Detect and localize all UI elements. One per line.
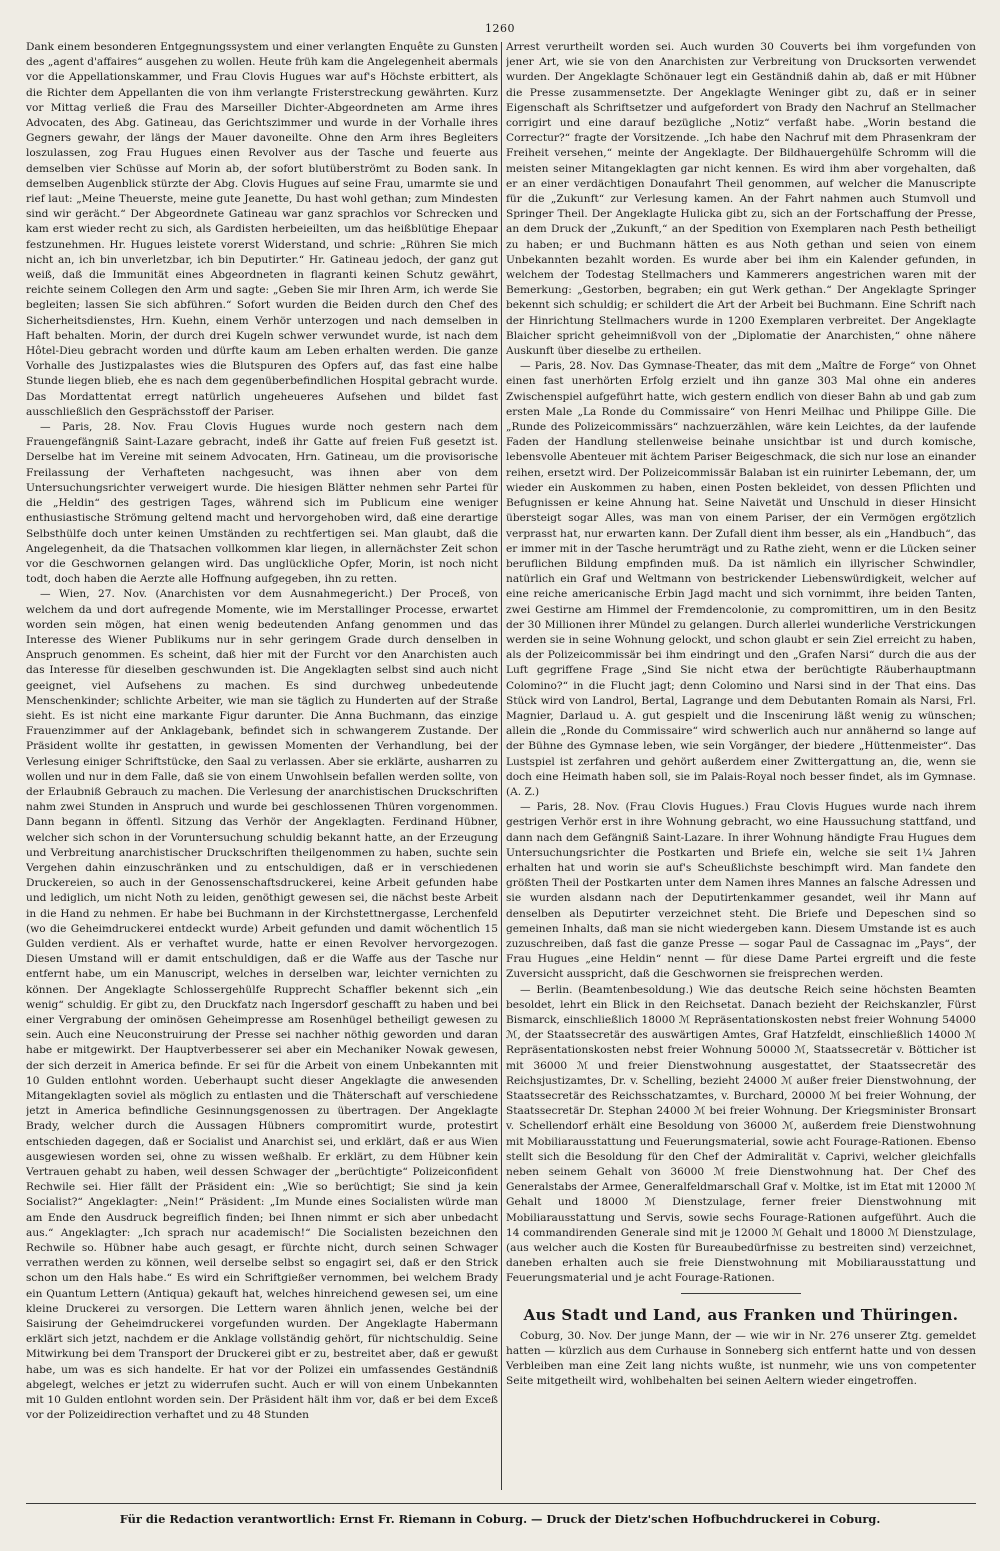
imprint-line: Für die Redaction verantwortlich: Ernst Fr. Riemann in Coburg. — Druck der Dietz'schen Hofbuchdruckerei in Coburg. xyxy=(119,1512,881,1526)
article-paragraph: Dank einem besonderen Entgegnungssystem und einer verlangten Enquête zu Gunsten des „agent d'affaires“ ausgehen zu wollen. Heute früh kam die Angelegenheit abermals vor die Appellationskammer, und Frau Clovis Hugues war auf's Höchste erbittert, als die Richter dem Appellanten die von ihm verlangte Fristerstreckung gewährten. Kurz vor Mittag verließ die Frau des Marseiller Dichter-Abgeordneten am Arme ihres Advocaten, des Abg. Gatineau, das Gerichtszimmer und wurde in der Vorhalle ihres Gegners gewahr, der längs der Mauer davoneilte. Ohne den Arm ihres Begleiters loszulassen, zog Frau Hugues einen Revolver aus der Tasche und feuerte aus demselben vier Schüsse auf Morin ab, der sofort blutüberströmt zu Boden sank. In demselben Augenblick stürzte der Abg. Clovis Hugues auf seine Frau, umarmte sie und rief laut: „Meine Theuerste, meine gute Jeanette, Du hast wohl gethan; zum Mindesten sind wir gerächt.“ Der Abgeordnete Gatineau war ganz sprachlos vor Schrecken und kam erst wieder recht zu sich, als Gardisten herbeieilten, um das heißblütige Ehepaar festzunehmen. Hr. Hugues leistete vorerst Widerstand, und schrie: „Rühren Sie mich nicht an, ich bin unverletzbar, ich bin Deputirter.“ Hr. Gatineau jedoch, der ganz gut weiß, daß die Immunität eines Abgeordneten in flagranti keinen Schutz gewährt, reichte seinem Collegen den Arm und sagte: „Geben Sie mir Ihren Arm, ich werde Sie begleiten; lassen Sie sich abführen.“ Sofort wurden die Beiden durch den Chef des Sicherheitsdienstes, Hrn. Kuehn, einem Verhör unterzogen und nach demselben in Haft behalten. Morin, der durch drei Kugeln schwer verwundet wurde, ist nach dem Hôtel-Dieu gebracht worden und dürfte kaum am Leben erhalten werden. Die ganze Vorhalle des Justizpalastes wies die Blutspuren des Opfers auf, das fast eine halbe Stunde liegen blieb, ehe es nach dem gegenüberbefindlichen Hospital gebracht wurde. Das Mordattentat erregt natürlich ungeheueres Aufsehen und bildet fast ausschließlich den Gesprächsstoff der Pariser. xyxy=(26,41,498,418)
left-column xyxy=(26,40,498,1494)
right-column xyxy=(506,40,976,1494)
article-paragraph: — Paris, 28. Nov. Das Gymnase-Theater, das mit dem „Maître de Forge“ von Ohnet einen fast unerhörten Erfolg erzielt und ihn ganze 303 Mal ohne ein anderes Zwischenspiel aufgeführt hatte, wich gestern endlich von dieser Bahn ab und gab zum ersten Male „La Ronde du Commissaire“ von Henri Meilhac und Philippe Gille. Die „Runde des Polizeicommissärs“ nachzuerzählen, wäre kein Leichtes, da der laufende Faden der Handlung stellenweise beinahe unsichtbar ist und durch komische, lebensvolle Abenteuer mit ächtem Pariser Beigeschmack, die sich nur lose an einander reihen, ersetzt wird. Der Polizeicommissär Balaban ist ein ruinirter Lebemann, der, um wieder ein Auskommen zu haben, einen Posten bekleidet, von dessen Pflichten und Befugnissen er keine Ahnung hat. Seine Naivetät und Unschuld in dieser Hinsicht übersteigt sogar Alles, was man von einem Pariser, der ein Vermögen ergötzlich verprasst hat, nur erwarten kann. Der Zufall dient ihm besser, als ein „Handbuch“, das er immer mit in der Tasche herumträgt und zu Rathe zieht, wenn er die Lücken seiner beruflichen Bildung empfinden muß. Da ist nämlich ein illyrischer Schwindler, natürlich ein Graf und Weltmann von bestrickender Liebenswürdigkeit, welcher auf eine reiche americanische Erbin Jagd macht und sich vornimmt, ihre beiden Tanten, zwei Gestirne am Himmel der Fremdencolonie, zu compromittiren, um in den Besitz der 30 Millionen ihrer Mündel zu gelangen. Durch allerlei wunderliche Verstrickungen werden sie in seine Wohnung gelockt, und schon glaubt er sein Ziel erreicht zu haben, als der Polizeicommissär bei ihm eindringt und den „Grafen Narsi“ durch die aus der Luft gegriffene Frage „Sind Sie nicht etwa der berüchtigte Räuberhauptmann Colomino?“ in die Flucht jagt; denn Colomino und Narsi sind in der That eins. Das Stück wird von Landrol, Bertal, Lagrange und dem Debutanten Romain als Narsi, Frl. Magnier, Darlaud u. A. gut gespielt und die Inscenirung läßt wenig zu wünschen; allein die „Ronde du Commissaire“ wird schwerlich auch nur annähernd so lange auf der Bühne des Gymnase leben, wie sein Vorgänger, der biedere „Hüttenmeister“. Das Lustspiel ist zerfahren und gehört außerdem einer Zwittergattung an, die, wenn sie doch eine Heimath haben soll, sie im Palais-Royal noch besser findet, als im Gymnase. (A. Z.) xyxy=(506,360,976,798)
article-paragraph: — Wien, 27. Nov. (Anarchisten vor dem Ausnahmegericht.) Der Proceß, von welchem da und dort aufregende Momente, wie im Merstallinger Processe, erwartet worden sein mögen, hat einen wenig bedeutenden Anfang genommen und das Interesse des Wiener Publikums nur in sehr geringem Grade durch denselben in Anspruch genommen. Es scheint, daß hier mit der Furcht vor den Anarchisten auch das Interesse für dieselben geschwunden ist. Die Angeklagten selbst sind auch nicht geeignet, viel Aufsehens zu machen. Es sind durchweg unbedeutende Menschenkinder; schlichte Arbeiter, wie man sie täglich zu Hunderten auf der Straße sieht. Es ist nicht eine markante Figur darunter. Die Anna Buchmann, das einzige Frauenzimmer auf der Anklagebank, befindet sich in schwangerem Zustande. Der Präsident wollte ihr gestatten, in gewissen Momenten der Verhandlung, bei der Verlesung einiger Schriftstücke, den Saal zu verlassen. Aber sie erklärte, ausharren zu wollen und nur in dem Falle, daß sie von einem Unwohlsein befallen werden sollte, von der Erlaubniß Gebrauch zu machen. Die Verlesung der anarchistischen Druckschriften nahm zwei Stunden in Anspruch und wurde bei geschlossenen Thüren vorgenommen. Dann begann in öffentl. Sitzung das Verhör der Angeklagten. Ferdinand Hübner, welcher sich schon in der Voruntersuchung schuldig bekannt hatte, an der Erzeugung und Verbreitung anarchistischer Druckschriften theilgenommen zu haben, suchte sein Vergehen dahin einzuschränken und zu entschuldigen, daß er in verschiedenen Druckereien, so auch in der Genossenschaftsdruckerei, keine Arbeit gefunden habe und lediglich, um nicht Noth zu leiden, genöthigt gewesen sei, die nächst beste Arbeit in die Hand zu nehmen. Er habe bei Buchmann in der Kirchstettnergasse, Lerchenfeld (wo die Geheimdruckerei entdeckt wurde) Arbeit gefunden und damit wöchentlich 15 Gulden verdient. Als er verhaftet wurde, hatte er einen Revolver hervorgezogen. Diesen Umstand will er damit entschuldigen, daß er die Waffe aus der Tasche nur entfernt habe, um ein Manuscript, welches in derselben war, leichter vernichten zu können. Der Angeklagte Schlossergehülfe Rupprecht Schaffler bekennt sich „ein wenig“ schuldig. Er gibt zu, den Druckfatz nach Ingersdorf geschafft zu haben und bei einer Vergrabung der ominösen Geheimpresse am Rosenhügel betheiligt gewesen zu sein. Auch eine Neuconstruirung der Presse sei nachher nöthig geworden und daran habe er mitgewirkt. Der Hauptverbesserer sei aber ein Mechaniker Nowak gewesen, der sich derzeit in America befinde. Er sei für die Arbeit von einem Unbekannten mit 10 Gulden entlohnt worden. Ueberhaupt sucht dieser Angeklagte die anwesenden Mitangeklagten soviel als möglich zu entlasten und die Thäterschaft auf verschiedene jetzt in America befindliche Gesinnungsgenossen zu übertragen. Der Angeklagte Brady, welcher durch die Aussagen Hübners compromitirt wurde, protestirt entschieden dagegen, daß er Socialist und Anarchist sei, und erklärt, daß er aus Wien ausgewiesen worden sei, ohne zu wissen weßhalb. Er erklärt, zu dem Hübner kein Vertrauen gehabt zu haben, weil dessen Schwager der „berüchtigte“ Polizeiconfident Rechwile sei. Hier fällt der Präsident ein: „Wie so berüchtigt; Sie sind ja kein Socialist?“ Angeklagter: „Nein!“ Präsident: „Im Munde eines Socialisten würde man am Ende den Ausdruck begreiflich finden; bei Ihnen nimmt er sich aber unbedacht aus.“ Angeklagter: „Ich sprach nur academisch!“ Die Socialisten bezeichnen den Rechwile so. Hübner habe auch gesagt, er fürchte nicht, durch seinen Schwager verrathen werden zu können, weil derselbe selbst so engagirt sei, daß er den Strick schon um den Hals habe.“ Es wird ein Schriftgießer vernommen, bei welchem Brady ein Quantum Lettern (Antiqua) gekauft hat, welches hinreichend gewesen sei, um eine kleine Druckerei zu versorgen. Die Lettern waren ähnlich jenen, welche bei der Saisirung der Geheimdruckerei vorgefunden wurden. Der Angeklagte Habermann erklärt sich jetzt, nachdem er die Anklage vollständig gehört, für nichtschuldig. Seine Mitwirkung bei dem Transport der Druckerei gibt er zu, bestreitet aber, daß er gewußt habe, um was es sich handelte. Er hat vor der Polizei ein umfassendes Geständniß abgelegt, welches er jetzt zu widerrufen sucht. Auch er will von einem Unbekannten mit 10 Gulden entlohnt worden sein. Der Präsident hält ihm vor, daß er bei dem Exceß vor der Polizeidirection verhaftet und zu 48 Stunden xyxy=(26,588,498,1422)
section-rule xyxy=(681,1293,801,1294)
column-divider xyxy=(501,42,502,1490)
section-heading: Aus Stadt und Land, aus Franken und Thüringen. xyxy=(523,1305,959,1324)
page-number: 1260 xyxy=(485,22,515,35)
article-paragraph: Coburg, 30. Nov. Der junge Mann, der — wie wir in Nr. 276 unserer Ztg. gemeldet hatten — kürzlich aus dem Curhause in Sonneberg sich entfernt hatte und von dessen Verbleiben man eine Zeit lang nichts wußte, ist nunmehr, wie uns von competenter Seite mitgetheilt wird, wohlbehalten bei seinen Aeltern wieder eingetroffen. xyxy=(506,1329,976,1388)
footer-rule xyxy=(26,1503,976,1504)
article-paragraph: — Paris, 28. Nov. Frau Clovis Hugues wurde noch gestern nach dem Frauengefängniß Saint-Lazare gebracht, indeß ihr Gatte auf freien Fuß gesetzt ist. Derselbe hat im Vereine mit seinem Advocaten, Hrn. Gatineau, um die provisorische Freilassung der Verhafteten nachgesucht, was ihnen aber von dem Untersuchungsrichter verweigert wurde. Die hiesigen Blätter nehmen sehr Partei für die „Heldin“ des gestrigen Tages, während sich im Publicum eine weniger enthusiastische Strömung geltend macht und hervorgehoben wird, daß eine derartige Selbsthülfe doch unter keinen Umständen zu rechtfertigen sei. Man glaubt, daß die Angelegenheit, da die Thatsachen vollkommen klar liegen, in allernächster Zeit schon vor die Geschwornen gelangen wird. Das unglückliche Opfer, Morin, ist noch nicht todt, doch haben die Aerzte alle Hoffnung aufgegeben, ihn zu retten. xyxy=(26,421,498,586)
article-paragraph: — Berlin. (Beamtenbesoldung.) Wie das deutsche Reich seine höchsten Beamten besoldet, lehrt ein Blick in den Reichsetat. Danach bezieht der Reichskanzler, Fürst Bismarck, einschließlich 18000 ℳ Repräsentationskosten nebst freier Wohnung 54000 ℳ, der Staatssecretär des auswärtigen Amtes, Graf Hatzfeldt, einschließlich 14000 ℳ Repräsentationskosten nebst freier Wohnung 50000 ℳ, Staatssecretär v. Bötticher ist mit 36000 ℳ und freier Dienstwohnung ausgestattet, der Staatssecretär des Reichsjustizamtes, Dr. v. Schelling, bezieht 24000 ℳ außer freier Dienstwohnung, der Staatssecretär des Reichsschatzamtes, v. Burchard, 20000 ℳ bei freier Wohnung, der Staatssecretär Dr. Stephan 24000 ℳ bei freier Wohnung. Der Kriegsminister Bronsart v. Schellendorf erhält eine Besoldung von 36000 ℳ, außerdem freie Dienstwohnung mit Mobiliarausstattung und Feuerungsmaterial, sowie acht Fourage-Rationen. Ebenso stellt sich die Besoldung für den Chef der Admiralität v. Caprivi, welcher gleichfalls neben seinem Gehalt von 36000 ℳ freie Dienstwohnung hat. Der Chef des Generalstabs der Armee, Generalfeldmarschall Graf v. Moltke, ist im Etat mit 12000 ℳ Gehalt und 18000 ℳ Dienstzulage, ferner freier Dienstwohnung mit Mobiliarausstattung und Servis, sowie sechs Fourage-Rationen aufgeführt. Auch die 14 commandirenden Generale sind mit je 12000 ℳ Gehalt und 18000 ℳ Dienstzulage, (aus welcher auch die Kosten für Bureaubedürfnisse zu bestreiten sind) verzeichnet, daneben erhalten auch sie freie Dienstwohnung mit Mobiliarausstattung und Feuerungsmaterial und je acht Fourage-Rationen. xyxy=(506,983,976,1285)
article-paragraph: — Paris, 28. Nov. (Frau Clovis Hugues.) Frau Clovis Hugues wurde nach ihrem gestrigen Verhör erst in ihre Wohnung gebracht, wo eine Haussuchung stattfand, und dann nach dem Gefängniß Saint-Lazare. In ihrer Wohnung händigte Frau Hugues dem Untersuchungsrichter die Postkarten und Briefe ein, welche sie seit 1¼ Jahren erhalten hat und worin sie auf's Scheußlichste beschimpft wird. Man fandete den größten Theil der Postkarten unter dem Namen ihres Mannes an falsche Adressen und sie wurden alsdann nach der Deputirtenkammer gesandet, weil ihr Mann auf denselben als Deputirter verzeichnet steht. Die Briefe und Depeschen sind so gemeinen Inhalts, daß man sie nicht wiedergeben kann. Diesem Umstande ist es auch zuzuschreiben, daß fast die ganze Presse — sogar Paul de Cassagnac im „Pays“, der Frau Hugues „eine Heldin“ nennt — für diese Dame Partei ergreift und die feste Zuversicht ausspricht, daß die Geschwornen sie freisprechen werden. xyxy=(506,801,976,981)
article-paragraph: Arrest verurtheilt worden sei. Auch wurden 30 Couverts bei ihm vorgefunden von jener Art, wie sie von den Anarchisten zur Verbreitung von Drucksorten verwendet wurden. Der Angeklagte Schönauer legt ein Geständniß dahin ab, daß er mit Hübner die Presse zusammensetzte. Der Angeklagte Weninger gibt zu, daß er in seiner Eigenschaft als Schriftsetzer und aufgefordert von Brady den Nachruf an Stellmacher corrigirt und eine darauf bezügliche „Notiz“ verfaßt habe. „Worin bestand die Correctur?“ fragte der Vorsitzende. „Ich habe den Nachruf mit dem Phrasenkram der Freiheit versehen,“ meinte der Angeklagte. Der Bildhauergehülfe Schromm will die meisten seiner Mitangeklagten gar nicht kennen. Es wird ihm aber vorgehalten, daß er an einer verdächtigen Donaufahrt Theil genommen, auf welcher die Manuscripte für die „Zukunft“ zur Verlesung kamen. An der Fahrt nahmen auch Stumvoll und Springer Theil. Der Angeklagte Hulicka gibt zu, sich an der Fortschaffung der Presse, an dem Druck der „Zukunft,“ an der Spedition von Exemplaren nach Pesth betheiligt zu haben; er und Buchmann hätten es aus Noth gethan und seien von einem Unbekannten bezahlt worden. Es wurde aber bei ihm ein Kalender gefunden, in welchem der Todestag Stellmachers und Kammerers angestrichen waren mit der Bemerkung: „Gestorben, begraben; ein gut Werk gethan.“ Der Angeklagte Springer bekennt sich schuldig; er schildert die Art der Arbeit bei Buchmann. Eine Schrift nach der Hinrichtung Stellmachers wurde in 1200 Exemplaren verbreitet. Der Angeklagte Blaicher spricht geheimnißvoll von der „Diplomatie der Anarchisten,“ ohne nähere Auskunft über dieselbe zu ertheilen. xyxy=(506,41,976,358)
